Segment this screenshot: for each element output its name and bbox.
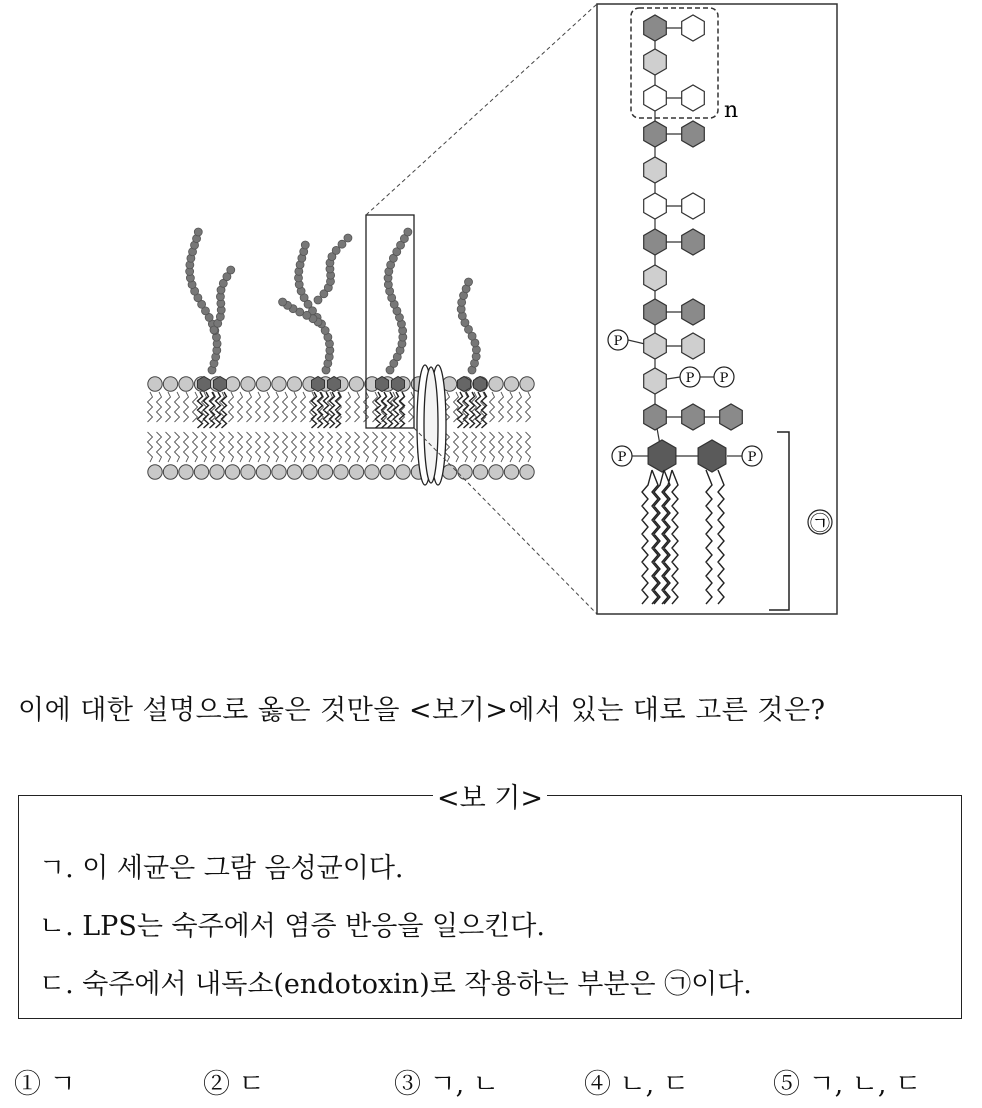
p-label-4 xyxy=(742,446,762,466)
svg-text:P: P xyxy=(747,450,757,465)
choice-4[interactable]: ④ ㄴ, ㄷ xyxy=(584,1069,689,1100)
bogi-item-b: ㄴ. LPS는 숙주에서 염증 반응을 일으킨다. xyxy=(39,911,545,942)
svg-text:P: P xyxy=(613,334,623,349)
p-label-1 xyxy=(680,367,700,387)
porin-channel xyxy=(417,365,446,485)
zoom-selection-box xyxy=(366,215,414,428)
p-label-2 xyxy=(714,367,734,387)
membrane-diagram xyxy=(148,4,598,614)
svg-text:P: P xyxy=(719,371,729,386)
p-label-0 xyxy=(608,330,628,350)
bogi-title: <보 기> xyxy=(433,776,547,815)
choice-1[interactable]: ① ㄱ xyxy=(14,1069,76,1100)
svg-text:P: P xyxy=(617,450,627,465)
svg-text:P: P xyxy=(685,371,695,386)
choice-3[interactable]: ③ ㄱ, ㄴ xyxy=(394,1069,499,1100)
p-label-3 xyxy=(612,446,632,466)
lps-unit-1 xyxy=(186,228,235,428)
zoom-line-top xyxy=(366,4,597,215)
svg-text:㉠: ㉠ xyxy=(810,511,830,535)
inner-leaflet-heads xyxy=(148,465,534,479)
question-text: 이에 대한 설명으로 옳은 것만을 <보기>에서 있는 대로 고른 것은? xyxy=(18,695,826,726)
lps-unit-4 xyxy=(457,278,486,428)
repeat-label-n: n xyxy=(724,98,739,123)
choice-5[interactable]: ⑤ ㄱ, ㄴ, ㄷ xyxy=(773,1069,922,1100)
detail-frame xyxy=(597,4,837,614)
lipid-a-bracket-label xyxy=(808,510,832,535)
bogi-box xyxy=(18,783,962,1019)
lps-unit-3 xyxy=(376,228,412,428)
lps-detail-panel xyxy=(597,4,837,614)
choice-2[interactable]: ② ㄷ xyxy=(203,1069,265,1100)
bogi-item-a: ㄱ. 이 세균은 그람 음성균이다. xyxy=(39,853,404,884)
bogi-item-c: ㄷ. 숙주에서 내독소(endotoxin)로 작용하는 부분은 ㉠이다. xyxy=(39,969,752,1000)
answer-choices xyxy=(0,1062,982,1102)
